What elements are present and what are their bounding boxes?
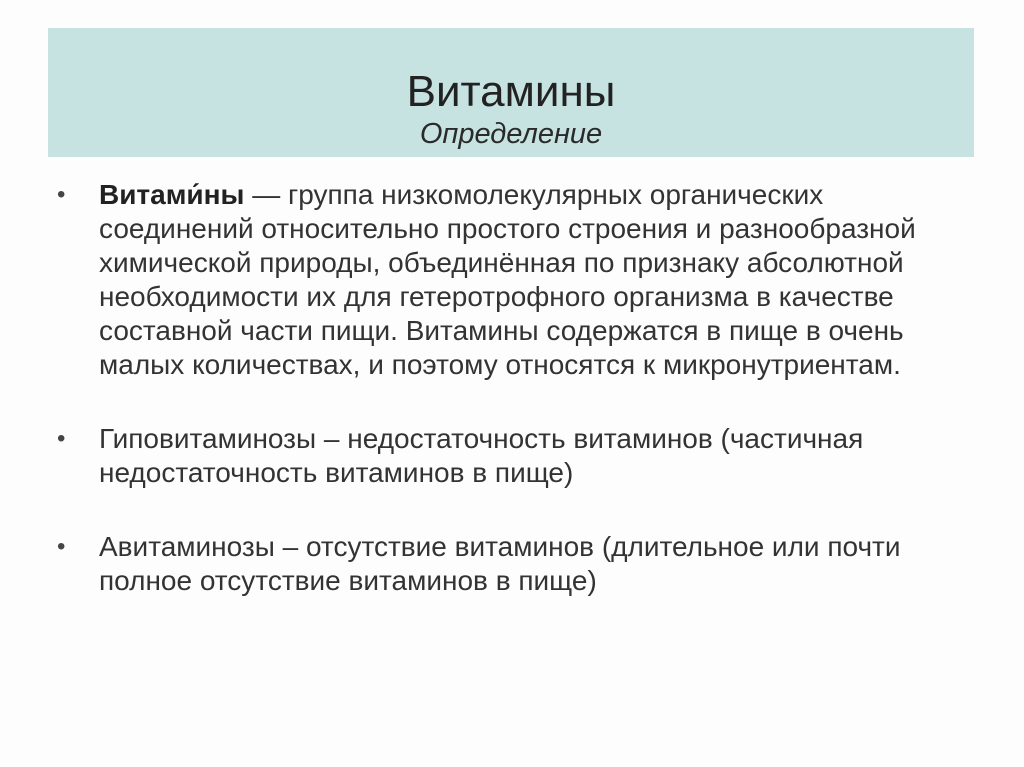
bullet-item-definition — [57, 178, 957, 382]
hypovitaminosis-text: Гиповитаминозы – недостаточность витаминов (частичная недостаточность витаминов в пище) — [99, 423, 864, 488]
slide-title: Витамины — [406, 67, 616, 116]
definition-text: — группа низкомолекулярных органических соединений относительно простого строения и разнообразной химической природы, объединённая по признаку абсолютной необходимости их для гетеротрофного организма в качестве составной части пищи. Витамины содержатся в пище в очень малых количествах, и поэтому относятся к микронутриентам. — [99, 179, 916, 380]
bullet-item-hypovitaminosis — [57, 422, 957, 490]
slide-subtitle: Определение — [419, 118, 603, 150]
bullet-icon: • — [57, 181, 66, 208]
bullet-icon: • — [57, 425, 66, 452]
bullet-list — [57, 178, 957, 598]
title-banner — [48, 28, 974, 157]
bullet-icon: • — [57, 533, 66, 560]
definition-term: Витами́ны — [99, 179, 245, 210]
avitaminosis-text: Авитаминозы – отсутствие витаминов (длительное или почти полное отсутствие витаминов в пище) — [99, 531, 901, 596]
bullet-item-avitaminosis — [57, 530, 957, 598]
